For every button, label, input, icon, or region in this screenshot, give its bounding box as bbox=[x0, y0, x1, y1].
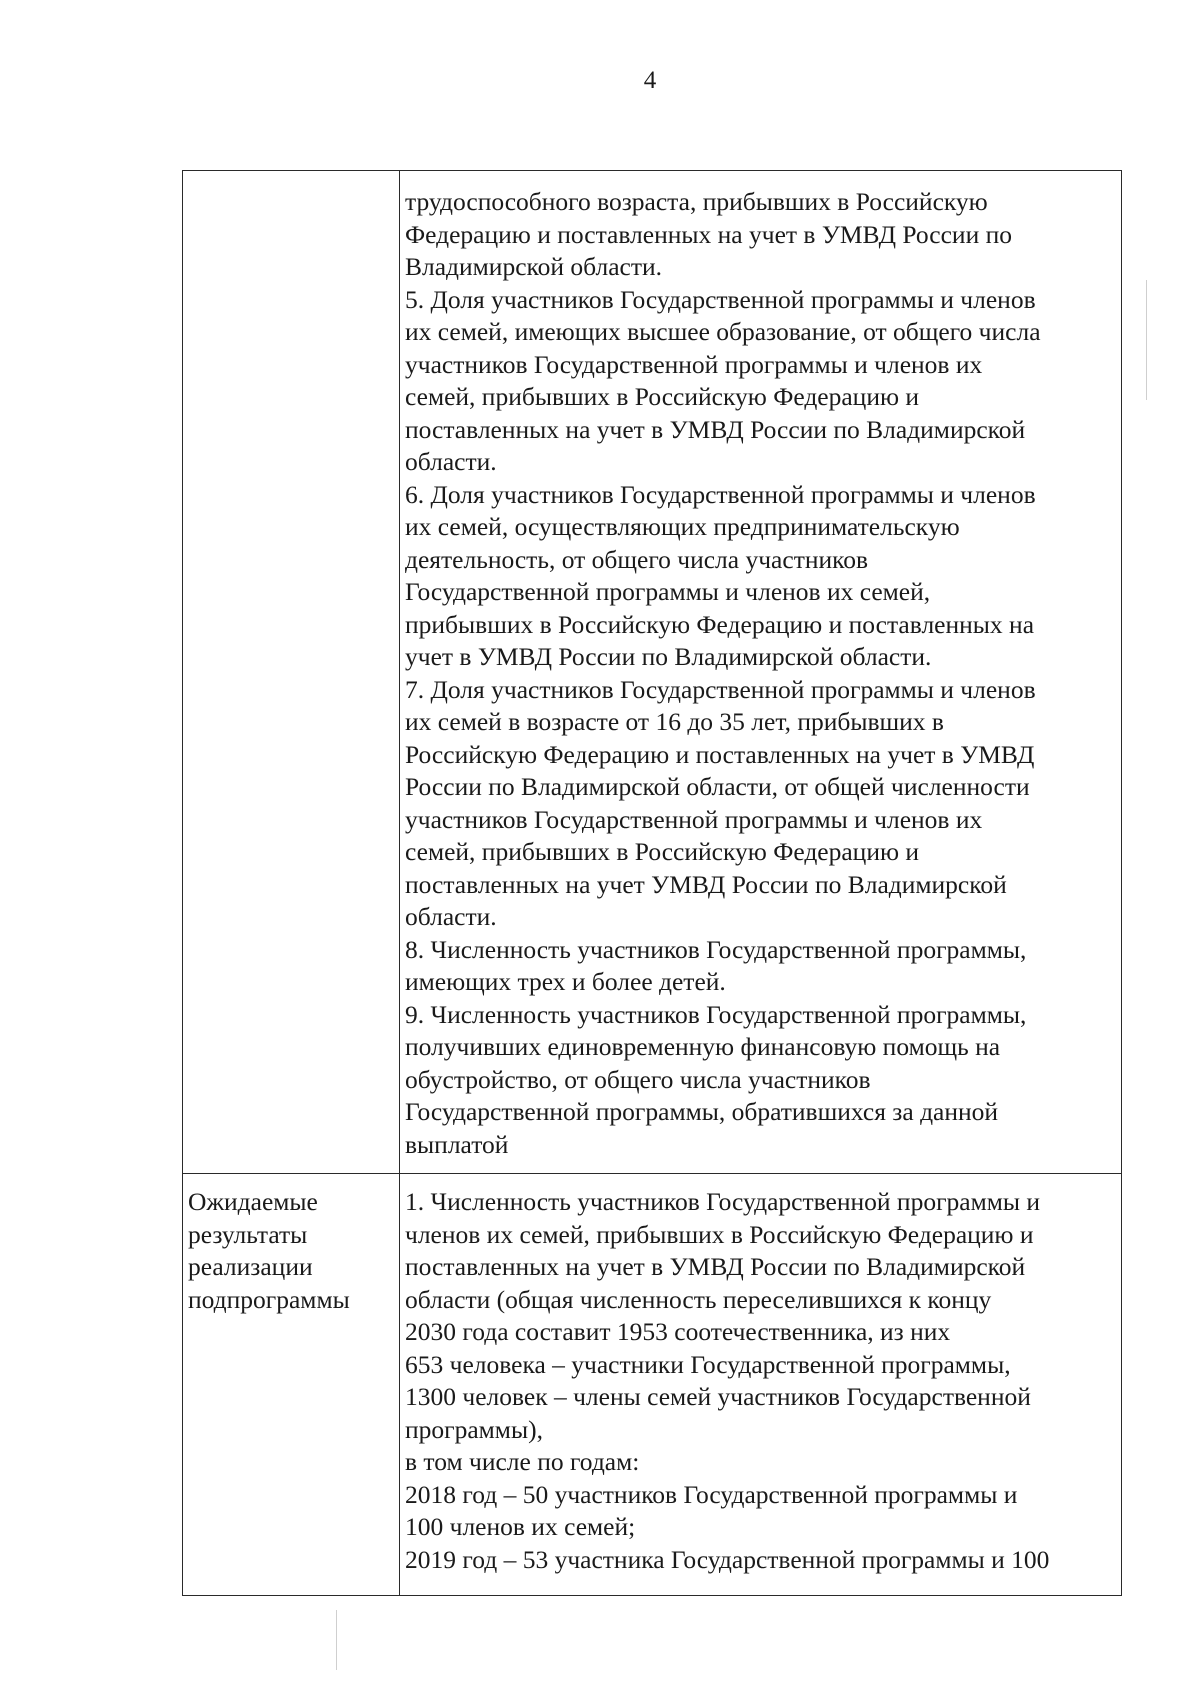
text-line: участников Государственной программы и членов их bbox=[405, 804, 983, 834]
text-line: учет в УМВД России по Владимирской области. bbox=[405, 642, 932, 671]
text-line: в том числе по годам: bbox=[405, 1447, 640, 1476]
text-line: 6. Доля участников Государственной программы и членов bbox=[405, 479, 1036, 509]
text-line: членов их семей, прибывших в Российскую Федерацию и bbox=[405, 1219, 1034, 1249]
text-line: программы), bbox=[405, 1414, 543, 1444]
expected-results-cell bbox=[405, 1186, 1049, 1576]
page-number: 4 bbox=[643, 67, 657, 94]
text-line: обустройство, от общего числа участников bbox=[405, 1064, 871, 1094]
text-line: Федерацию и поставленных на учет в УМВД России по bbox=[405, 219, 1012, 249]
text-line: 1300 человек – члены семей участников Государственной bbox=[405, 1382, 1031, 1411]
text-line: Ожидаемые bbox=[188, 1187, 318, 1216]
text-line: Государственной программы, обратившихся за данной bbox=[405, 1097, 999, 1126]
text-line: Владимирской области. bbox=[405, 252, 663, 281]
text-line: 5. Доля участников Государственной программы и членов bbox=[405, 284, 1036, 314]
text-line: имеющих трех и более детей. bbox=[405, 967, 726, 996]
text-line: области. bbox=[405, 447, 497, 476]
text-line: области (общая численность переселившихся к концу bbox=[405, 1284, 992, 1314]
text-line: реализации bbox=[188, 1252, 313, 1281]
text-line: получивших единовременную финансовую помощь на bbox=[405, 1032, 1001, 1061]
text-line: поставленных на учет в УМВД России по Владимирской bbox=[405, 414, 1026, 444]
expected-results-label-cell bbox=[188, 1186, 350, 1316]
text-line: результаты bbox=[188, 1219, 308, 1249]
text-line: 2018 год – 50 участников Государственной программы и bbox=[405, 1479, 1018, 1509]
scan-artifact-line bbox=[1146, 280, 1147, 400]
text-line: их семей, имеющих высшее образование, от общего числа bbox=[405, 317, 1041, 346]
text-line: подпрограммы bbox=[188, 1284, 350, 1314]
text-line: 7. Доля участников Государственной программы и членов bbox=[405, 674, 1036, 704]
text-line: поставленных на учет УМВД России по Владимирской bbox=[405, 869, 1007, 899]
table-column-divider bbox=[399, 170, 400, 1596]
text-line: их семей, осуществляющих предпринимательскую bbox=[405, 512, 960, 541]
text-line: 2019 год – 53 участника Государственной программы и 100 bbox=[405, 1544, 1050, 1574]
text-line: семей, прибывших в Российскую Федерацию и bbox=[405, 837, 920, 866]
text-line: 1. Численность участников Государственной программы и bbox=[405, 1187, 1041, 1216]
text-line: семей, прибывших в Российскую Федерацию и bbox=[405, 382, 920, 411]
text-line: Российскую Федерацию и поставленных на учет в УМВД bbox=[405, 739, 1035, 769]
text-line: 2030 года составит 1953 соотечественника, из них bbox=[405, 1317, 951, 1346]
text-line: 100 членов их семей; bbox=[405, 1512, 636, 1541]
text-line: участников Государственной программы и членов их bbox=[405, 349, 983, 379]
text-line: трудоспособного возраста, прибывших в Российскую bbox=[405, 187, 988, 216]
text-line: России по Владимирской области, от общей численности bbox=[405, 772, 1030, 801]
text-line: области. bbox=[405, 902, 497, 931]
text-line: поставленных на учет в УМВД России по Владимирской bbox=[405, 1252, 1026, 1281]
text-line: Государственной программы и членов их семей, bbox=[405, 577, 931, 606]
text-line: их семей в возрасте от 16 до 35 лет, прибывших в bbox=[405, 707, 944, 736]
table-row-divider bbox=[182, 1173, 1122, 1174]
scan-artifact-line bbox=[336, 1610, 337, 1670]
text-line: 9. Численность участников Государственной программы, bbox=[405, 999, 1027, 1029]
text-line: деятельность, от общего числа участников bbox=[405, 544, 869, 574]
indicators-cell bbox=[405, 186, 1041, 1161]
text-line: выплатой bbox=[405, 1129, 509, 1159]
text-line: прибывших в Российскую Федерацию и поставленных на bbox=[405, 609, 1035, 639]
text-line: 8. Численность участников Государственной программы, bbox=[405, 934, 1027, 964]
text-line: 653 человека – участники Государственной программы, bbox=[405, 1349, 1011, 1379]
